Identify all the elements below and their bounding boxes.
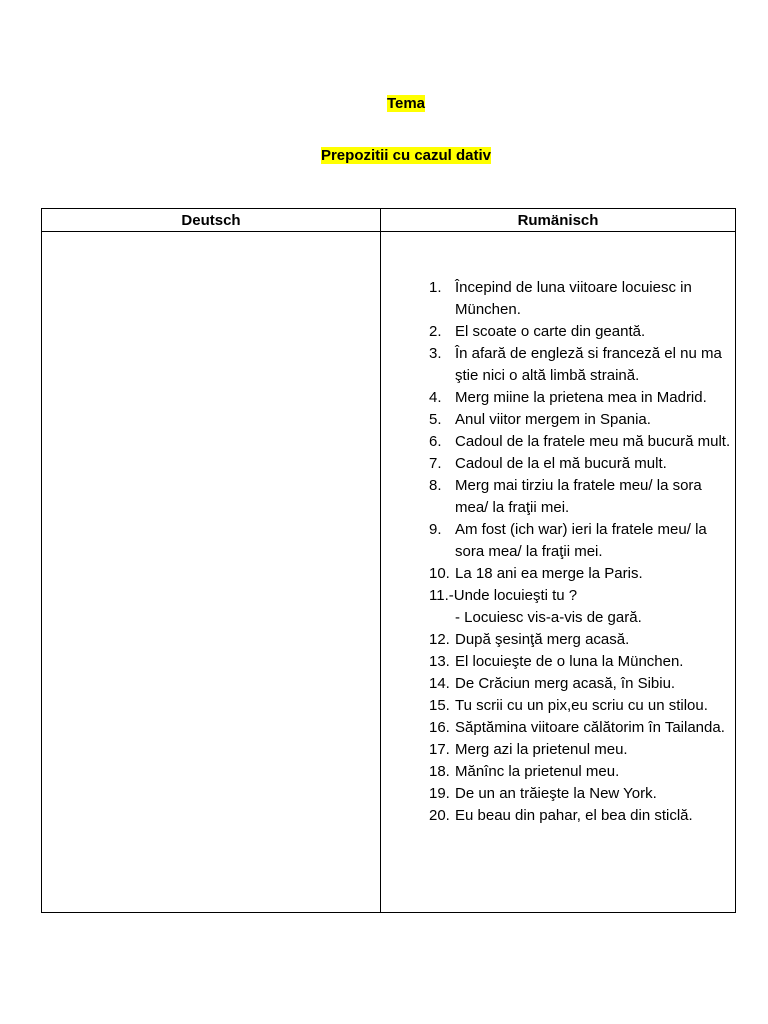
item-number: 3. (429, 345, 442, 362)
list-item (429, 431, 735, 453)
item-text: În afară de engleză si franceză el nu ma ştie nici o altă limbă straină. (455, 345, 722, 384)
item-number: 6. (429, 433, 442, 450)
item-number: 14. (429, 675, 450, 692)
item-number: 1. (429, 279, 442, 296)
item-number: 10. (429, 565, 450, 582)
list-item (429, 629, 735, 651)
item-text: Cadoul de la fratele meu mă bucură mult. (455, 433, 731, 450)
list-item (429, 739, 735, 761)
list-item (429, 321, 735, 343)
item-number: 19. (429, 785, 450, 802)
item-text: Săptămina viitoare călătorim în Tailanda. (455, 719, 725, 736)
list-item (429, 475, 735, 519)
list-item (429, 651, 735, 673)
list-item-11-answer: - Locuiesc vis-a-vis de gară. (455, 609, 642, 626)
table-header-row (42, 209, 736, 232)
list-item (429, 409, 735, 431)
list-item (429, 783, 735, 805)
list-item (429, 717, 735, 739)
list-item (429, 343, 735, 387)
item-text: La 18 ani ea merge la Paris. (455, 565, 643, 582)
list-item (429, 453, 735, 475)
item-number: 4. (429, 389, 442, 406)
list-item (429, 387, 735, 409)
item-text: Mănînc la prietenul meu. (455, 763, 620, 780)
item-text: Tu scrii cu un pix,eu scriu cu un stilou. (455, 697, 708, 714)
title-text: Tema (386, 95, 426, 112)
item-number: 13. (429, 653, 450, 670)
document-subtitle (0, 147, 768, 165)
item-text: El scoate o carte din geantă. (455, 323, 646, 340)
item-number: 17. (429, 741, 450, 758)
subtitle-text: Prepozitii cu cazul dativ (320, 147, 492, 164)
item-number: 16. (429, 719, 450, 736)
item-text: După şesinţă merg acasă. (455, 631, 630, 648)
rumanisch-cell (381, 232, 736, 913)
translation-table (41, 208, 736, 913)
header-deutsch: Deutsch (42, 209, 381, 232)
item-text: El locuieşte de o luna la München. (455, 653, 684, 670)
list-item (429, 761, 735, 783)
item-number: 2. (429, 323, 442, 340)
item-text: Merg miine la prietena mea in Madrid. (455, 389, 707, 406)
document-title (0, 95, 768, 113)
list-item (429, 277, 735, 321)
item-text: Merg mai tirziu la fratele meu/ la sora mea/ la fraţii mei. (455, 477, 702, 516)
item-text: Începind de luna viitoare locuiesc in München. (455, 279, 692, 318)
item-number: 20. (429, 807, 450, 824)
item-number: 8. (429, 477, 442, 494)
header-rumanisch: Rumänisch (381, 209, 736, 232)
item-text: Am fost (ich war) ieri la fratele meu/ la sora mea/ la fraţii mei. (455, 521, 707, 560)
list-item (429, 695, 735, 717)
item-number: 7. (429, 455, 442, 472)
deutsch-cell (42, 232, 381, 913)
list-item (429, 563, 735, 585)
item-number: 18. (429, 763, 450, 780)
sentence-list (381, 232, 735, 827)
list-item (429, 519, 735, 563)
item-number: 5. (429, 411, 442, 428)
item-number: 12. (429, 631, 450, 648)
item-text: Anul viitor mergem in Spania. (455, 411, 651, 428)
table-body-row (42, 232, 736, 913)
item-text: Cadoul de la el mă bucură mult. (455, 455, 667, 472)
item-number: 9. (429, 521, 442, 538)
item-text: Merg azi la prietenul meu. (455, 741, 628, 758)
item-text: Eu beau din pahar, el bea din sticlă. (455, 807, 693, 824)
list-item (429, 805, 735, 827)
item-text: De un an trăieşte la New York. (455, 785, 657, 802)
list-item-11-question: 11.-Unde locuieşti tu ? (429, 587, 578, 604)
item-number: 15. (429, 697, 450, 714)
list-item (429, 673, 735, 695)
item-text: De Crăciun merg acasă, în Sibiu. (455, 675, 676, 692)
